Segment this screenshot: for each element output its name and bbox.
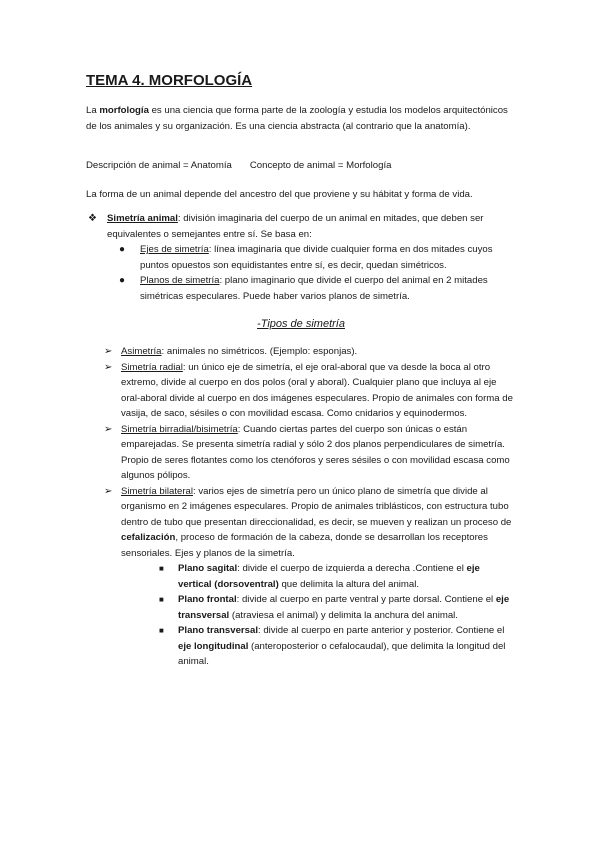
dot-bullet-icon: ● xyxy=(119,244,126,255)
asimetria-text: : animales no simétricos. (Ejemplo: esponjas). xyxy=(161,346,358,357)
arrow-bullet-icon: ➢ xyxy=(104,423,113,435)
diamond-bullet-icon: ❖ xyxy=(88,213,97,224)
planos-text: : plano imaginario que divide el cuerpo del animal en 2 mitades simétricas especulares. Puede haber varios planos de simetría. xyxy=(140,275,488,302)
list-item xyxy=(86,273,516,304)
page-title: TEMA 4. MORFOLOGÍA xyxy=(86,72,253,89)
sagital-term: Plano sagital xyxy=(178,563,238,574)
transversal-bold: eje longitudinal xyxy=(178,640,249,652)
simetria-animal-section xyxy=(86,211,516,304)
description-morfologia: Concepto de animal = Morfología xyxy=(249,160,392,171)
arrow-bullet-icon: ➢ xyxy=(104,485,113,497)
description-anatomia: Descripción de animal = Anatomía xyxy=(86,160,232,171)
list-item xyxy=(86,561,516,592)
transversal-term: Plano transversal xyxy=(178,625,258,636)
intro-post: es una ciencia que forma parte de la zoología y estudia los modelos arquitectónicos de los animales y su organización. Es una ciencia abstracta (al contrario que la anatomía). xyxy=(86,105,508,132)
tipos-simetria-list xyxy=(86,344,516,670)
forma-paragraph: La forma de un animal depende del ancestro del que proviene y su hábitat y forma de vida. xyxy=(86,189,473,200)
transversal-text-1: : divide al cuerpo en parte anterior y posterior. Contiene el xyxy=(258,625,505,636)
square-bullet-icon: ■ xyxy=(159,564,164,573)
sagital-text-2: que delimita la altura del animal. xyxy=(278,578,420,590)
sagital-bold: eje vertical (dorsoventral) xyxy=(178,563,480,590)
frontal-text-1: : divide al cuerpo en parte ventral y parte dorsal. Contiene el xyxy=(236,594,496,605)
transversal-text-2: (anteroposterior o cefalocaudal), que delimita la longitud del animal. xyxy=(178,640,506,667)
list-item xyxy=(86,242,516,273)
simetria-sublist xyxy=(86,242,516,304)
bilateral-text-1: : varios ejes de simetría pero un único plano de simetría que divide al organismo en 2 imágenes especulares. Propio de animales triblásticos, con estructura tubo dentro de tubo que presentan direccionalidad, es decir, se mueven y realizan un proceso de xyxy=(121,485,512,528)
list-item xyxy=(86,484,516,562)
square-bullet-icon: ■ xyxy=(159,595,164,604)
simetria-animal-term: Simetría animal xyxy=(107,213,178,224)
dot-bullet-icon: ● xyxy=(119,275,126,286)
planos-term: Planos de simetría xyxy=(140,275,220,286)
intro-paragraph xyxy=(86,103,516,134)
birradial-text: : Cuando ciertas partes del cuerpo son únicas o están emparejadas. Se presenta simetría radial y sólo 2 dos planos perpendiculares de simetría. Propio de seres flotantes como los ctenóforos y seres sésiles o con movilidad escasa como algunos pólipos. xyxy=(121,423,510,481)
frontal-bold: eje transversal xyxy=(178,594,510,621)
square-bullet-icon: ■ xyxy=(159,626,164,635)
radial-text: : un único eje de simetría, el eje oral-aboral que va desde la boca al otro extremo, divide al cuerpo en dos polos (oral y aboral). Cualquier plano que incluya al eje oral-aboral divide al cuerpo en dos imágenes especulares. Propio de animales con forma de vasija, de saco, sésiles o con movilidad escasa. Como cnidarios y equinodermos. xyxy=(121,361,513,419)
arrow-bullet-icon: ➢ xyxy=(104,361,113,373)
section-subtitle: -Tipos de simetría xyxy=(257,318,345,330)
cefalizacion-term: cefalización xyxy=(121,532,176,543)
asimetria-term: Asimetría xyxy=(121,346,162,357)
frontal-term: Plano frontal xyxy=(178,594,237,605)
list-item xyxy=(86,422,516,484)
list-item xyxy=(86,592,516,623)
bilateral-text-2: , proceso de formación de la cabeza, donde se desarrollan los receptores sensoriales. Ejes y planos de la simetría. xyxy=(121,532,488,559)
description-line xyxy=(86,158,391,174)
simetria-animal-text: : división imaginaria del cuerpo de un animal en mitades, que deben ser equivalentes o semejantes entre sí. Se basa en: xyxy=(107,213,484,240)
planos-list xyxy=(86,561,516,670)
list-item xyxy=(86,360,516,422)
sagital-text-1: : divide el cuerpo de izquierda a derecha .Contiene el xyxy=(237,563,467,574)
simetria-animal-item xyxy=(86,211,516,242)
frontal-text-2: (atraviesa el animal) y delimita la anchura del animal. xyxy=(229,609,458,621)
intro-pre: La xyxy=(86,105,100,116)
list-item xyxy=(86,623,516,670)
ejes-text: : línea imaginaria que divide cualquier forma en dos mitades cuyos puntos opuestos son equidistantes entre sí, es decir, quedan simétricos. xyxy=(140,244,493,271)
ejes-term: Ejes de simetría xyxy=(140,244,209,255)
intro-term: morfología xyxy=(99,105,149,116)
radial-term: Simetría radial xyxy=(121,361,183,373)
birradial-term: Simetría birradial/bisimetría xyxy=(121,423,238,435)
bilateral-term: Simetría bilateral xyxy=(121,485,193,497)
list-item xyxy=(86,344,516,360)
arrow-bullet-icon: ➢ xyxy=(104,346,113,357)
